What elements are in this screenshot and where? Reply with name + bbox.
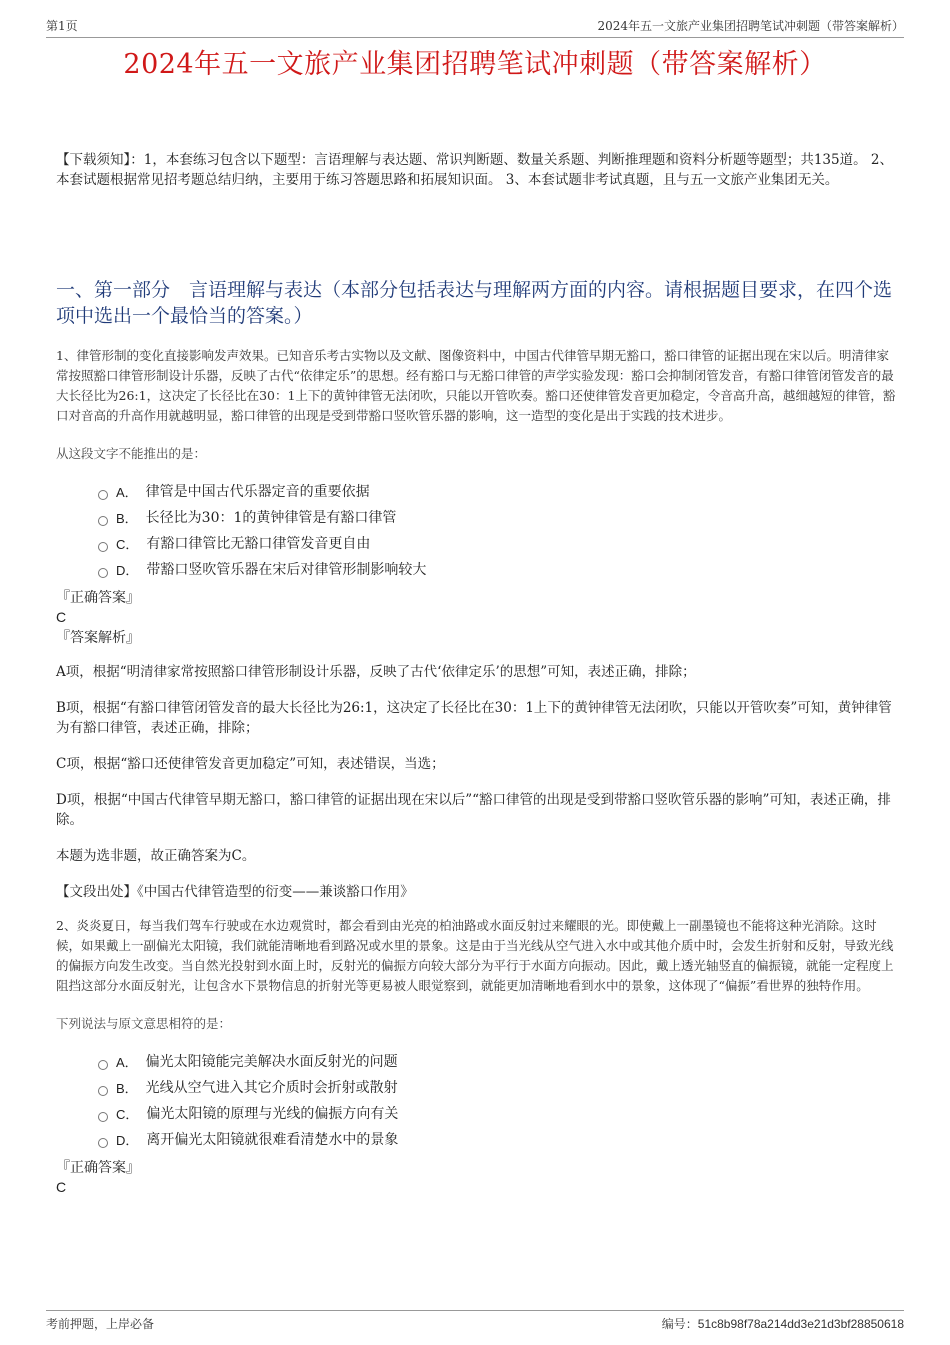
option-d[interactable] xyxy=(98,1126,898,1152)
option-text: 偏光太阳镜能完美解决水面反射光的问题 xyxy=(145,1054,398,1070)
correct-answer-value: C xyxy=(56,1179,67,1195)
option-text: 带豁口竖吹管乐器在宋后对律管形制影响较大 xyxy=(146,562,427,578)
option-text: 光线从空气进入其它介质时会折射或散射 xyxy=(145,1080,398,1096)
radio-icon[interactable] xyxy=(98,568,108,578)
page-number: 第1页 xyxy=(46,19,78,33)
radio-icon[interactable] xyxy=(98,516,108,526)
text-source: 【文段出处】《中国古代律管造型的衍变——兼谈豁口作用》 xyxy=(56,884,414,900)
question-1-text: 1、律管形制的变化直接影响发声效果。已知音乐考古实物以及文献、图像资料中，中国古代律管早期无豁口，豁口律管的证据出现在宋以后。明清律家常按照豁口律管形制设计乐器，反映了古代“依律定乐”的思想。经有豁口与无豁口律管的声学实验发现：豁口会抑制闭管发音，有豁口律管闭管发音的最大长径比为26:1，这决定了长径比在30：1上下的黄钟律管无法闭吹，只能以开管吹奏。豁口还使律管发音更加稳定，令音高升高，越细越短的律管，豁口对音高的升高作用就越明显，豁口律管的出现是受到带豁口竖吹管乐器的影响，这一造型的变化是出于实践的技术进步。 xyxy=(56,348,896,423)
option-text: 离开偏光太阳镜就很难看清楚水中的景象 xyxy=(146,1132,399,1148)
option-text: 长径比为30：1的黄钟律管是有豁口律管 xyxy=(145,510,397,526)
footer-slogan: 考前押题，上岸必备 xyxy=(46,1317,155,1331)
correct-answer-value: C xyxy=(56,609,67,625)
question-2-prompt: 下列说法与原文意思相符的是： xyxy=(56,1016,232,1031)
option-letter: D． xyxy=(116,562,139,578)
option-c[interactable] xyxy=(98,530,898,556)
document-title: 2024年五一文旅产业集团招聘笔试冲刺题（带答案解析） xyxy=(123,49,827,80)
radio-icon[interactable] xyxy=(98,490,108,500)
page-header xyxy=(46,14,904,38)
question-2-text: 2、炎炎夏日，每当我们驾车行驶或在水边观赏时，都会看到由光亮的柏油路或水面反射过来耀眼的光。即使戴上一副墨镜也不能将这种光消除。这时候，如果戴上一副偏光太阳镜，我们就能清晰地看到路况或水里的景象。这是由于当光线从空气进入水中或其他介质中时，会发生折射和反射，导致光线的偏振方向发生改变。当自然光投射到水面上时，反射光的偏振方向较大部分为平行于水面方向振动。因此，戴上透光轴竖直的偏振镜，就能一定程度上阻挡这部分水面反射光，让包含水下景物信息的折射光等更易被人眼觉察到，就能更加清晰地看到水中的景象，这体现了“偏振”看世界的独特作用。 xyxy=(56,918,894,993)
radio-icon[interactable] xyxy=(98,1060,108,1070)
option-letter: B． xyxy=(116,510,138,526)
header-doc-title: 2024年五一文旅产业集团招聘笔试冲刺题（带答案解析） xyxy=(597,19,904,33)
radio-icon[interactable] xyxy=(98,542,108,552)
radio-icon[interactable] xyxy=(98,1138,108,1148)
option-text: 偏光太阳镜的原理与光线的偏振方向有关 xyxy=(146,1106,399,1122)
section-title: 一、第一部分 言语理解与表达（本部分包括表达与理解两方面的内容。请根据题目要求，在四个选项中选出一个最恰当的答案。） xyxy=(56,279,893,327)
explanation-b: B项，根据“有豁口律管闭管发音的最大长径比为26:1，这决定了长径比在30：1上下的黄钟律管无法闭吹，只能以开管吹奏”可知，黄钟律管为有豁口律管，表述正确，排除； xyxy=(56,700,892,736)
answer-analysis-label: 『答案解析』 xyxy=(56,630,140,646)
option-a[interactable] xyxy=(98,478,898,504)
question-1-prompt: 从这段文字不能推出的是： xyxy=(56,446,207,461)
question-1 xyxy=(56,346,898,902)
question-1-options xyxy=(56,478,898,582)
explanation-c: C项，根据“豁口还使律管发音更加稳定”可知，表述错误，当选； xyxy=(56,756,445,772)
option-d[interactable] xyxy=(98,556,898,582)
option-b[interactable] xyxy=(98,1074,898,1100)
correct-answer-label: 『正确答案』 xyxy=(56,590,140,606)
option-letter: D． xyxy=(116,1132,139,1148)
document-code xyxy=(662,1315,904,1332)
question-2 xyxy=(56,916,898,1196)
option-letter: A． xyxy=(116,1054,138,1070)
code-value: 51c8b98f78a214dd3e21d3bf28850618 xyxy=(697,1317,904,1331)
option-text: 律管是中国古代乐器定音的重要依据 xyxy=(145,484,370,500)
explanation-a: A项，根据“明清律家常按照豁口律管形制设计乐器，反映了古代‘依律定乐’的思想”可知，表述正确，排除； xyxy=(56,664,696,680)
code-label: 编号： xyxy=(661,1317,698,1331)
question-content xyxy=(56,346,898,1196)
radio-icon[interactable] xyxy=(98,1112,108,1122)
option-a[interactable] xyxy=(98,1048,898,1074)
option-letter: C． xyxy=(116,1106,139,1122)
option-c[interactable] xyxy=(98,1100,898,1126)
explanation-conclusion: 本题为选非题，故正确答案为C。 xyxy=(56,848,256,864)
option-letter: A． xyxy=(116,484,138,500)
correct-answer-label: 『正确答案』 xyxy=(56,1160,140,1176)
question-2-options xyxy=(56,1048,898,1152)
option-letter: C． xyxy=(116,536,139,552)
page-footer xyxy=(46,1310,904,1332)
option-letter: B． xyxy=(116,1080,138,1096)
option-b[interactable] xyxy=(98,504,898,530)
radio-icon[interactable] xyxy=(98,1086,108,1096)
option-text: 有豁口律管比无豁口律管发音更自由 xyxy=(146,536,371,552)
explanation-d: D项，根据“中国古代律管早期无豁口，豁口律管的证据出现在宋以后”“豁口律管的出现是受到带豁口竖吹管乐器的影响”可知，表述正确，排除。 xyxy=(56,792,891,828)
download-notice: 【下载须知】：1，本套练习包含以下题型：言语理解与表达题、常识判断题、数量关系题、判断推理题和资料分析题等题型；共135道。 2、本套试题根据常见招考题总结归纳，主要用于练习答题思路和拓展知识面。 3、本套试题非考试真题，且与五一文旅产业集团无关。 xyxy=(56,152,893,188)
